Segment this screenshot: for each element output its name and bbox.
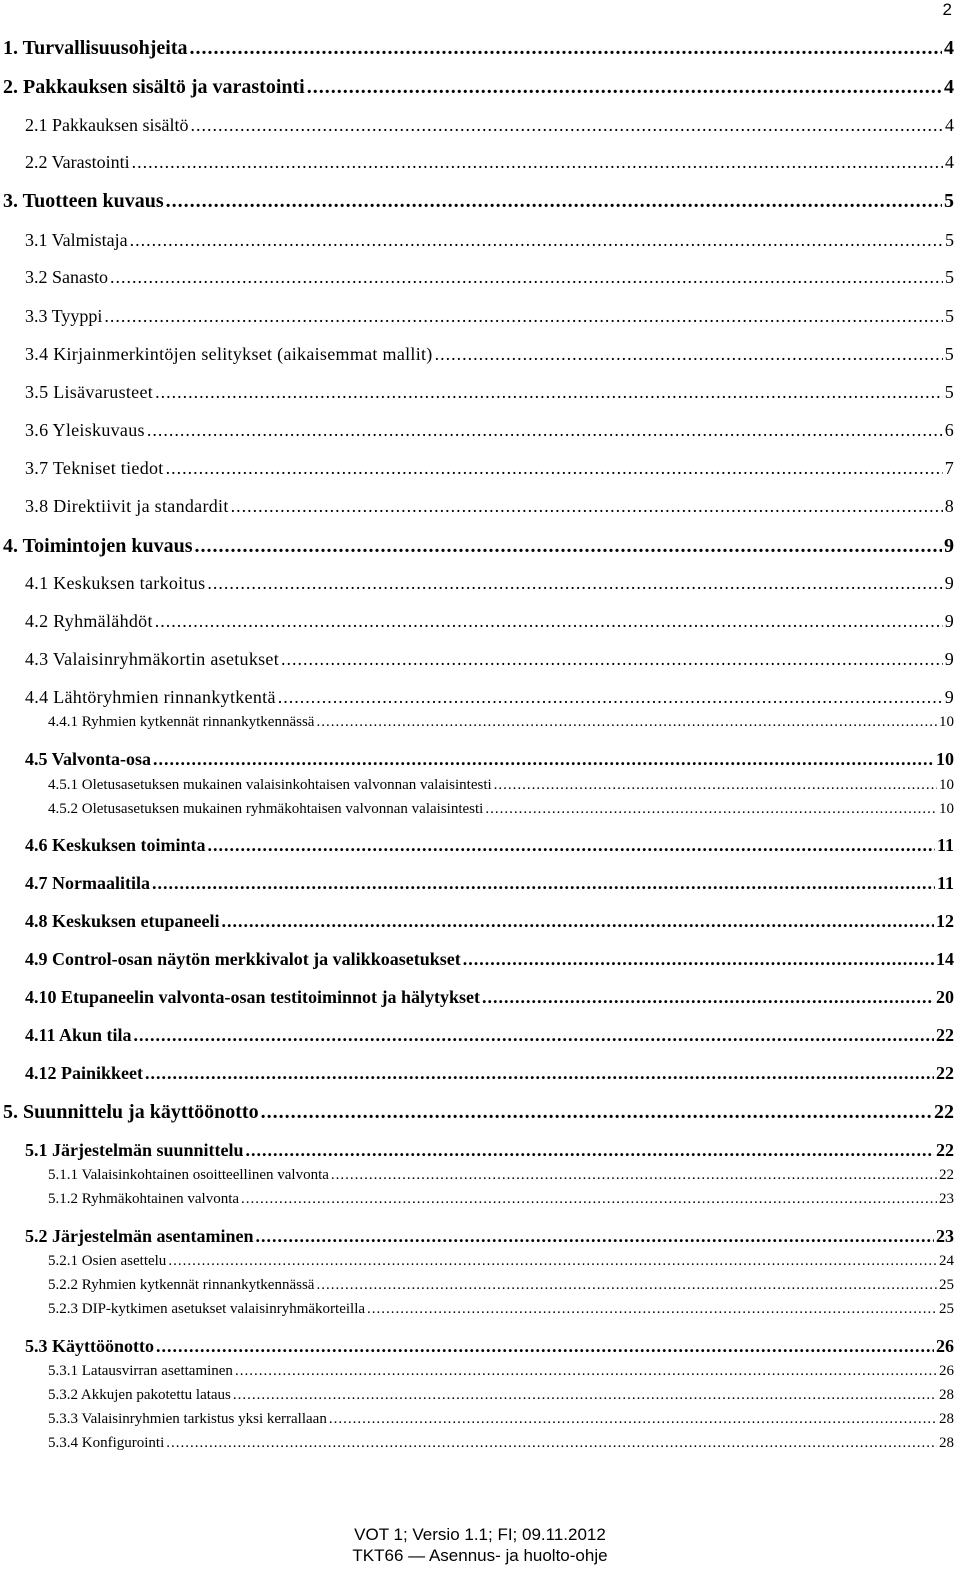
toc-dot-leader: [152, 874, 935, 892]
toc-entry[interactable]: [0, 778, 954, 793]
toc-dot-leader: [191, 116, 944, 134]
toc-dot-leader: [241, 1192, 937, 1207]
toc-entry-title: 4.4 Lähtöryhmien rinnankytkentä: [25, 687, 276, 707]
toc-dot-leader: [494, 778, 937, 793]
toc-entry[interactable]: [0, 1254, 954, 1269]
toc-entry[interactable]: [0, 950, 954, 968]
toc-entry-title: 5.3.3 Valaisinryhmien tarkistus yksi kerrallaan: [48, 1411, 327, 1427]
toc-entry-page: 9: [944, 573, 954, 593]
toc-entry-title: 4.12 Painikkeet: [25, 1063, 144, 1083]
toc-entry-page: 9: [944, 611, 954, 631]
toc-entry-page: 26: [939, 1363, 954, 1379]
toc-entry[interactable]: [0, 1278, 954, 1293]
toc-entry-page: 6: [944, 420, 954, 440]
toc-entry-title: 4.2 Ryhmälähdöt: [25, 611, 153, 631]
toc-entry-page: 11: [936, 835, 954, 855]
toc-dot-leader: [134, 1026, 934, 1044]
toc-entry[interactable]: [0, 688, 954, 706]
toc-entry[interactable]: [0, 1168, 954, 1183]
toc-entry-title: 4.3 Valaisinryhmäkortin asetukset: [25, 649, 280, 669]
toc-entry-title: 5.1.1 Valaisinkohtainen osoitteellinen valvonta: [48, 1167, 329, 1183]
toc-entry[interactable]: [0, 1388, 954, 1403]
toc-entry-page: 5: [945, 230, 954, 250]
toc-dot-leader: [463, 950, 934, 968]
toc-entry-page: 24: [939, 1253, 954, 1269]
toc-entry[interactable]: [0, 1412, 954, 1427]
toc-dot-leader: [316, 1278, 937, 1293]
toc-entry-page: 22: [939, 1167, 954, 1183]
toc-entry-title: 2.2 Varastointi: [25, 152, 130, 172]
toc-dot-leader: [281, 650, 943, 668]
toc-entry-page: 25: [939, 1301, 954, 1317]
toc-entry-title: 3.6 Yleiskuvaus: [25, 420, 145, 440]
toc-dot-leader: [235, 1364, 937, 1379]
toc-entry[interactable]: [0, 383, 954, 401]
toc-entry-title: 5.3 Käyttöönotto: [25, 1336, 154, 1356]
toc-entry-title: 5. Suunnittelu ja käyttöönotto: [3, 1101, 259, 1123]
toc-entry-title: 3.4 Kirjainmerkintöjen selitykset (aikaisemmat mallit): [25, 344, 433, 364]
toc-dot-leader: [316, 715, 937, 730]
toc-entry[interactable]: [0, 650, 954, 668]
toc-entry-title: 1. Turvallisuusohjeita: [3, 37, 188, 59]
toc-entry-page: 22: [934, 1101, 954, 1123]
toc-dot-leader: [166, 191, 942, 211]
toc-dot-leader: [110, 268, 943, 286]
toc-entry-page: 11: [936, 873, 954, 893]
toc-entry[interactable]: [0, 497, 954, 515]
footer: [0, 1524, 960, 1566]
toc-entry-title: 3.2 Sanasto: [25, 267, 108, 287]
toc-entry-title: 4.5.2 Oletusasetuksen mukainen ryhmäkohtaisen valvonnan valaisintesti: [48, 801, 484, 817]
toc-entry-title: 5.3.1 Latausvirran asettaminen: [48, 1363, 233, 1379]
toc-entry-page: 5: [945, 306, 954, 326]
toc-dot-leader: [168, 1254, 937, 1269]
toc-entry-title: 5.3.2 Akkujen pakotettu lataus: [48, 1387, 231, 1403]
toc-entry[interactable]: [0, 536, 954, 556]
toc-entry[interactable]: [0, 268, 954, 286]
toc-dot-leader: [261, 1102, 932, 1122]
toc-entry[interactable]: [0, 1436, 954, 1451]
toc-entry-page: 4: [944, 76, 954, 98]
toc-entry-page: 28: [939, 1387, 954, 1403]
toc-entry-title: 4.1 Keskuksen tarkoitus: [25, 573, 206, 593]
toc-entry-title: 4.5.1 Oletusasetuksen mukainen valaisinkohtaisen valvonnan valaisintesti: [48, 777, 492, 793]
toc-dot-leader: [130, 231, 943, 249]
toc-entry[interactable]: [0, 1026, 954, 1044]
toc-entry-page: 12: [936, 911, 954, 931]
toc-entry-page: 25: [939, 1277, 954, 1293]
toc-dot-leader: [367, 1302, 937, 1317]
toc-dot-leader: [278, 688, 943, 706]
toc-entry-title: 5.1 Järjestelmän suunnittelu: [25, 1140, 244, 1160]
page-number: 2: [942, 0, 952, 19]
toc-entry-page: 4: [944, 37, 954, 59]
toc-entry[interactable]: [0, 988, 954, 1006]
toc-entry-page: 10: [939, 801, 954, 817]
toc-dot-leader: [195, 536, 942, 556]
toc-entry[interactable]: [0, 574, 954, 592]
toc-entry-title: 5.1.2 Ryhmäkohtainen valvonta: [48, 1191, 240, 1207]
toc-entry-title: 4.8 Keskuksen etupaneeli: [25, 911, 220, 931]
toc-dot-leader: [233, 1388, 937, 1403]
toc-entry[interactable]: [0, 459, 954, 477]
toc-entry[interactable]: [0, 1302, 954, 1317]
toc-entry-page: 4: [945, 152, 954, 172]
toc-entry[interactable]: [0, 750, 954, 768]
toc-entry-page: 5: [944, 190, 954, 212]
toc-dot-leader: [145, 1064, 934, 1082]
toc-entry-title: 4.7 Normaalitila: [25, 873, 150, 893]
toc-dot-leader: [482, 988, 934, 1006]
footer-title-line: TKT66 — Asennus- ja huolto-ohje: [352, 1546, 608, 1565]
toc-entry-title: 3.5 Lisävarusteet: [25, 382, 154, 402]
toc-entry-page: 9: [944, 535, 954, 557]
toc-entry-title: 5.2 Järjestelmän asentaminen: [25, 1226, 254, 1246]
toc-entry[interactable]: [0, 912, 954, 930]
toc-entry-page: 7: [944, 458, 954, 478]
toc-dot-leader: [207, 574, 942, 592]
toc-entry[interactable]: [0, 116, 954, 134]
toc-dot-leader: [435, 345, 943, 363]
toc-entry-page: 28: [939, 1411, 954, 1427]
toc-entry-page: 10: [939, 714, 954, 730]
toc-entry-page: 5: [944, 382, 954, 402]
toc-dot-leader: [132, 153, 943, 171]
toc-entry[interactable]: [0, 1141, 954, 1159]
toc-entry-page: 5: [944, 344, 954, 364]
toc-entry[interactable]: [0, 77, 954, 97]
toc-entry[interactable]: [0, 231, 954, 249]
toc-entry-page: 26: [936, 1336, 954, 1356]
toc-entry[interactable]: [0, 1064, 954, 1082]
toc-entry-title: 2.1 Pakkauksen sisältö: [25, 115, 189, 135]
toc-dot-leader: [246, 1141, 934, 1159]
toc-entry-page: 22: [936, 1140, 954, 1160]
toc-entry[interactable]: [0, 1364, 954, 1379]
toc-dot-leader: [255, 1227, 934, 1245]
toc-entry-page: 28: [939, 1435, 954, 1451]
toc-entry[interactable]: [0, 836, 954, 854]
toc-entry-title: 4. Toimintojen kuvaus: [3, 535, 193, 557]
toc-dot-leader: [153, 750, 934, 768]
toc-dot-leader: [329, 1412, 937, 1427]
toc-entry-page: 23: [939, 1191, 954, 1207]
toc-entry-title: 4.5 Valvonta-osa: [25, 749, 152, 769]
toc-entry-title: 3. Tuotteen kuvaus: [3, 190, 164, 212]
toc-entry-title: 3.7 Tekniset tiedot: [25, 458, 164, 478]
toc-entry-title: 3.3 Tyyppi: [25, 306, 103, 326]
toc-dot-leader: [208, 836, 935, 854]
toc-dot-leader: [104, 307, 943, 325]
toc-entry[interactable]: [0, 1227, 954, 1245]
toc-entry-title: 4.9 Control-osan näytön merkkivalot ja valikkoasetukset: [25, 949, 461, 969]
toc-entry-title: 5.3.4 Konfigurointi: [48, 1435, 165, 1451]
toc-entry-page: 10: [939, 777, 954, 793]
footer-version-line: VOT 1; Versio 1.1; FI; 09.11.2012: [354, 1525, 606, 1544]
toc-entry[interactable]: [0, 612, 954, 630]
toc-entry-page: 8: [944, 496, 954, 516]
toc-entry-page: 4: [945, 115, 954, 135]
toc-entry[interactable]: [0, 802, 954, 817]
toc-dot-leader: [147, 421, 943, 439]
toc-dot-leader: [156, 1337, 934, 1355]
toc-entry[interactable]: [0, 715, 954, 730]
toc-dot-leader: [155, 383, 943, 401]
toc-entry-title: 4.10 Etupaneelin valvonta-osan testitoiminnot ja hälytykset: [25, 987, 481, 1007]
toc-entry-title: 3.1 Valmistaja: [25, 230, 128, 250]
toc-dot-leader: [166, 1436, 937, 1451]
toc-dot-leader: [307, 77, 942, 97]
toc-entry[interactable]: [0, 1192, 954, 1207]
toc-entry-title: 4.11 Akun tila: [25, 1025, 132, 1045]
toc-entry-page: 22: [936, 1063, 954, 1083]
toc-entry-title: 5.2.3 DIP-kytkimen asetukset valaisinryhmäkorteilla: [48, 1301, 366, 1317]
toc-entry-page: 10: [936, 749, 954, 769]
toc-entry[interactable]: [0, 1102, 954, 1122]
toc-entry[interactable]: [0, 38, 954, 58]
toc-entry-page: 9: [944, 649, 954, 669]
toc-entry[interactable]: [0, 1337, 954, 1355]
toc-entry-page: 9: [944, 687, 954, 707]
toc-dot-leader: [155, 612, 943, 630]
toc-entry[interactable]: [0, 153, 954, 171]
toc-dot-leader: [222, 912, 934, 930]
toc-entry[interactable]: [0, 191, 954, 211]
toc-entry[interactable]: [0, 421, 954, 439]
toc-entry-page: 5: [945, 267, 954, 287]
toc-entry-page: 20: [936, 987, 954, 1007]
toc-entry-title: 5.2.1 Osien asettelu: [48, 1253, 167, 1269]
toc-entry-title: 5.2.2 Ryhmien kytkennät rinnankytkennässä: [48, 1277, 315, 1293]
toc-dot-leader: [485, 802, 937, 817]
toc-dot-leader: [190, 38, 942, 58]
toc-entry[interactable]: [0, 345, 954, 363]
toc-entry-page: 22: [936, 1025, 954, 1045]
toc-entry-title: 4.6 Keskuksen toiminta: [25, 835, 206, 855]
toc-entry-title: 2. Pakkauksen sisältö ja varastointi: [3, 76, 305, 98]
toc-dot-leader: [166, 459, 943, 477]
toc-entry-page: 23: [936, 1226, 954, 1246]
toc-entry-title: 4.4.1 Ryhmien kytkennät rinnankytkennässä: [48, 714, 315, 730]
toc-entry-title: 3.8 Direktiivit ja standardit: [25, 496, 229, 516]
toc-dot-leader: [331, 1168, 937, 1183]
toc-entry-page: 14: [936, 949, 954, 969]
toc-dot-leader: [231, 497, 943, 515]
toc-entry[interactable]: [0, 874, 954, 892]
toc-entry[interactable]: [0, 307, 954, 325]
